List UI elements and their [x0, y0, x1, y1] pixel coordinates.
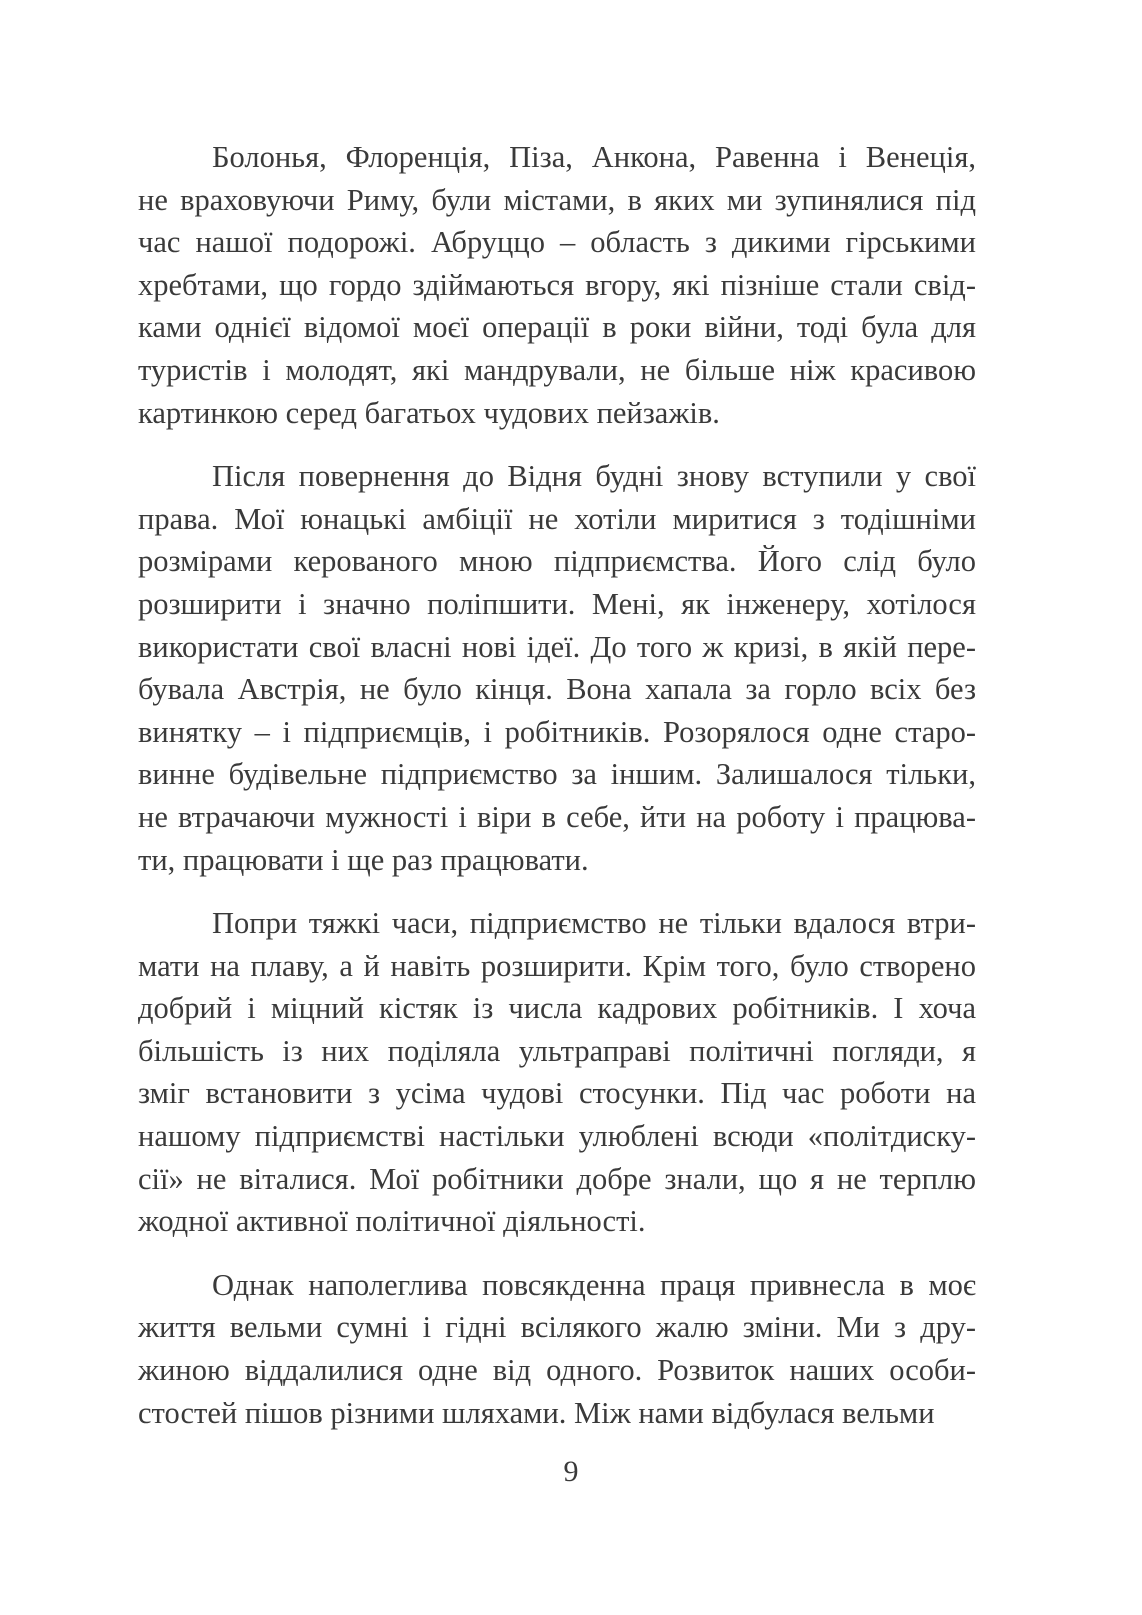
text-line: мати на плаву, а й навіть розширити. Крім того, було створено	[138, 948, 976, 983]
text-line: розмірами керованого мною підприємства. Його слід було	[138, 544, 976, 579]
text-line: Однак наполеглива повсякденна праця привнесла в моє	[212, 1267, 976, 1302]
text-line: не враховуючи Риму, були містами, в яких ми зупинялися під	[138, 182, 976, 217]
text-line: не втрачаючи мужності і віри в себе, йти на роботу і працюва-	[138, 799, 976, 834]
text-line: винятку – і підприємців, і робітників. Розорялося одне старо-	[138, 714, 976, 749]
text-line: використати свої власні нові ідеї. До того ж кризі, в якій пере-	[138, 629, 976, 664]
text-line: жодної активної політичної діяльності.	[138, 1204, 646, 1239]
page-number: 9	[563, 1455, 579, 1488]
text-line: жиною віддалилися одне від одного. Розвиток наших особи-	[138, 1353, 976, 1388]
paragraph	[138, 902, 976, 1243]
text-line: час нашої подорожі. Абруццо – область з дикими гірськими	[138, 225, 976, 260]
body-text	[138, 136, 976, 1455]
text-line: ти, працювати і ще раз працювати.	[138, 842, 589, 877]
text-line: туристів і молодят, які мандрували, не більше ніж красивою	[138, 352, 976, 387]
text-line: розширити і значно поліпшити. Мені, як інженеру, хотілося	[138, 586, 976, 621]
text-line: ками однієї відомої моєї операції в роки війни, тоді була для	[138, 310, 976, 345]
text-line: стостей пішов різними шляхами. Між нами відбулася вельми	[138, 1395, 935, 1430]
text-line: картинкою серед багатьох чудових пейзажів.	[138, 395, 720, 430]
text-line: Попри тяжкі часи, підприємство не тільки вдалося втри-	[212, 906, 976, 941]
text-line: нашому підприємстві настільки улюблені всюди «політдиску-	[138, 1119, 976, 1154]
text-line: бувала Австрія, не було кінця. Вона хапала за горло всіх без	[138, 672, 976, 707]
paragraph	[138, 136, 976, 434]
text-line: добрий і міцний кістяк із числа кадрових робітників. І хоча	[138, 991, 976, 1026]
text-line: зміг встановити з усіма чудові стосунки. Під час роботи на	[138, 1076, 976, 1111]
text-line: права. Мої юнацькі амбіції не хотіли миритися з тодішніми	[138, 501, 976, 536]
text-line: життя вельми сумні і гідні всілякого жалю зміни. Ми з дру-	[138, 1310, 976, 1345]
text-line: сії» не віталися. Мої робітники добре знали, що я не терплю	[138, 1161, 976, 1196]
paragraph	[138, 455, 976, 881]
text-line: винне будівельне підприємство за іншим. Залишалося тільки,	[138, 757, 976, 792]
text-line: більшість із них поділяла ультраправі політичні погляди, я	[138, 1033, 976, 1068]
paragraph	[138, 1264, 976, 1434]
text-line: Після повернення до Відня будні знову вступили у свої	[212, 459, 976, 494]
text-line: Болонья, Флоренція, Піза, Анкона, Равенна і Венеція,	[212, 140, 976, 174]
text-line: хребтами, що гордо здіймаються вгору, які пізніше стали свід-	[138, 267, 976, 302]
